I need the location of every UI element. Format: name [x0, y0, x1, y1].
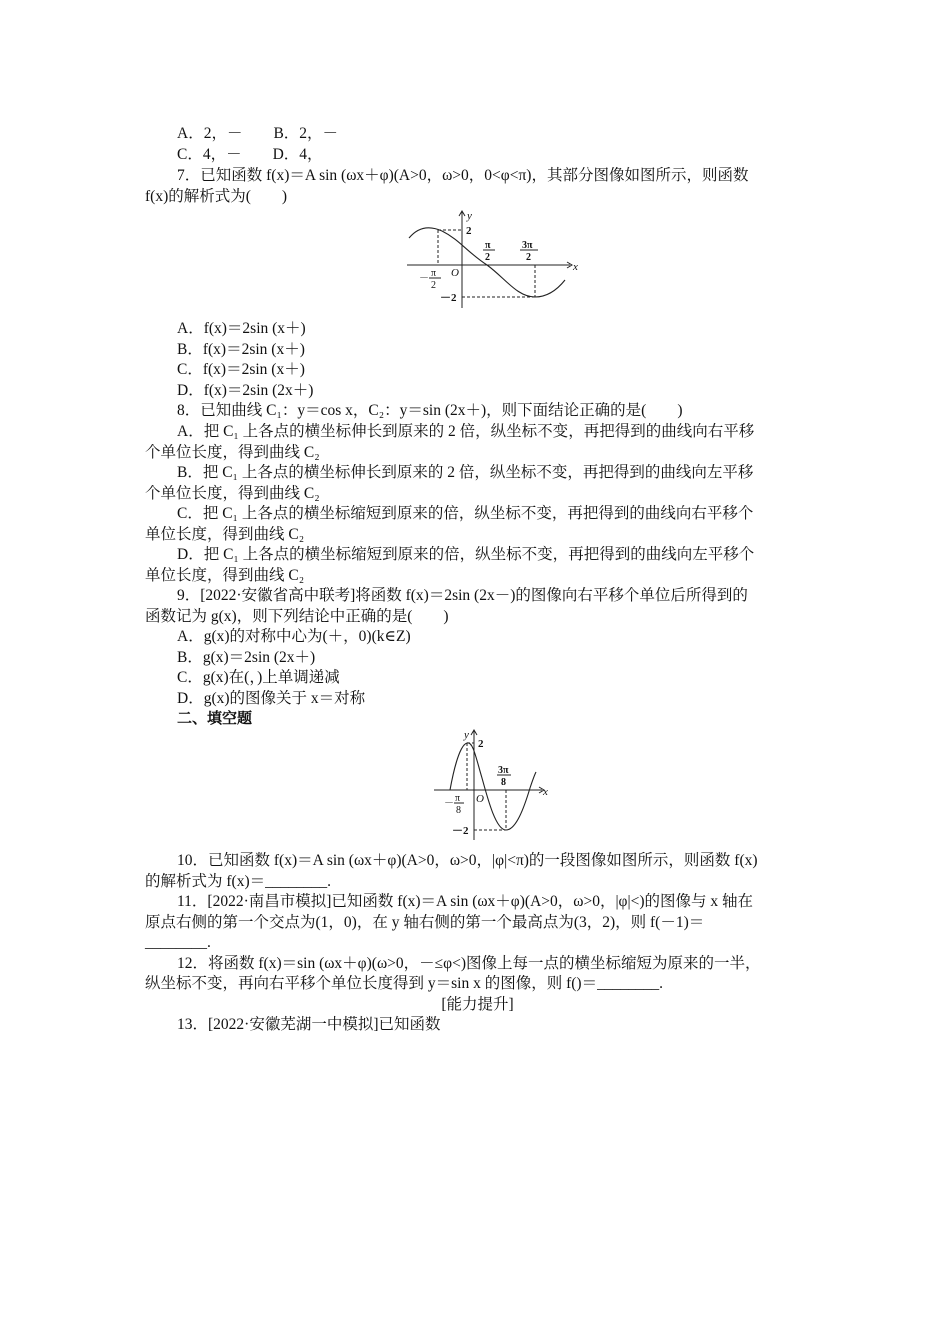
- neg-pi-eighth-den: 8: [456, 805, 461, 816]
- q9-option-a: A．g(x)的对称中心为(＋，0)(k∈Z): [177, 628, 411, 645]
- q8-option-b: B．把 C₁ 上各点的横坐标伸长到原来的 2 倍，纵坐标不变，再把得到的曲线向左平移: [177, 464, 754, 481]
- q8-option-b-cont: 个单位长度，得到曲线 C₂: [145, 485, 320, 502]
- neg-sign: －: [444, 798, 454, 809]
- three-pi-half-den: 2: [526, 252, 531, 263]
- q9-option-b: B．g(x)＝2sin (2x＋): [177, 649, 316, 666]
- pi-half-num: π: [485, 240, 491, 251]
- q11-stem: 11．[2022·南昌市模拟]已知函数 f(x)＝A sin (ωx＋φ)(A>0，ω>0，|φ|<)的图像与 x 轴在: [177, 893, 754, 910]
- sine-curve: [450, 743, 536, 830]
- q8-option-c: C．把 C₁ 上各点的横坐标缩短到原来的倍，纵坐标不变，再把得到的曲线向右平移个: [177, 505, 754, 522]
- origin-label: O: [476, 793, 484, 805]
- min-value-label: －2: [440, 292, 457, 304]
- q12-stem: 12．将函数 f(x)＝sin (ωx＋φ)(ω>0，－≤φ<)图像上每一点的横坐标缩短为原来的一半，: [177, 955, 761, 972]
- q8-option-a-cont: 个单位长度，得到曲线 C₂: [145, 444, 320, 461]
- three-pi-eighth-den: 8: [501, 777, 506, 788]
- y-label: y: [467, 210, 472, 222]
- q11-stem-cont: 原点右侧的第一个交点为(1，0)，在 y 轴右侧的第一个最高点为(3，2)，则 f(－1)＝: [145, 914, 705, 931]
- q13-stem: 13．[2022·安徽芜湖一中模拟]已知函数: [177, 1016, 441, 1033]
- q9-stem-cont: 函数记为 g(x)，则下列结论中正确的是( ): [145, 608, 449, 625]
- x-label: x: [573, 261, 578, 273]
- q12-stem-cont: 纵坐标不变，再向右平移个单位长度得到 y＝sin x 的图像，则 f()＝________.: [145, 975, 663, 992]
- q7-stem-cont: f(x)的解析式为( ): [145, 188, 288, 205]
- y-label: y: [464, 729, 469, 741]
- section-heading-advanced: [能力提升]: [441, 996, 514, 1013]
- q8-option-d: D．把 C₁ 上各点的横坐标缩短到原来的倍，纵坐标不变，再把得到的曲线向左平移个: [177, 546, 755, 563]
- q8-option-c-cont: 单位长度，得到曲线 C₂: [145, 526, 305, 543]
- q7-stem: 7．已知函数 f(x)＝A sin (ωx＋φ)(A>0，ω>0，0<φ<π)，其部分图像如图所示，则函数: [177, 167, 749, 184]
- q6-options-ab: A．2，－ B．2，－: [177, 125, 339, 142]
- q8-option-a: A．把 C₁ 上各点的横坐标伸长到原来的 2 倍，纵坐标不变，再把得到的曲线向右平移: [177, 423, 755, 440]
- q10-sine-graph: [430, 728, 550, 844]
- q7-sine-graph: [405, 208, 585, 312]
- q10-stem: 10．已知函数 f(x)＝A sin (ωx＋φ)(A>0，ω>0，|φ|<π)的一段图像如图所示，则函数 f(x): [177, 852, 758, 869]
- q9-stem: 9．[2022·安徽省高中联考]将函数 f(x)＝2sin (2x－)的图像向右平移个单位后所得到的: [177, 587, 748, 604]
- three-pi-half-num: 3π: [522, 240, 533, 251]
- q7-option-b: B．f(x)＝2sin (x＋): [177, 341, 305, 358]
- neg-sign: －: [419, 273, 429, 284]
- neg-pi-half-den: 2: [431, 280, 436, 291]
- neg-pi-half-num: π: [431, 268, 437, 279]
- min-value-label: －2: [452, 825, 469, 837]
- max-value-label: 2: [466, 225, 472, 237]
- q9-option-c: C．g(x)在(，)上单调递减: [177, 669, 340, 686]
- three-pi-eighth-num: 3π: [498, 765, 509, 776]
- x-label: x: [543, 786, 548, 798]
- max-value-label: 2: [478, 738, 484, 750]
- origin-label: O: [451, 267, 459, 279]
- q7-option-a: A．f(x)＝2sin (x＋): [177, 320, 306, 337]
- q10-stem-cont: 的解析式为 f(x)＝________.: [145, 873, 331, 890]
- q7-option-c: C．f(x)＝2sin (x＋): [177, 361, 305, 378]
- q9-option-d: D．g(x)的图像关于 x＝对称: [177, 690, 366, 707]
- section-heading-fill-in: 二、填空题: [177, 710, 253, 727]
- q7-option-d: D．f(x)＝2sin (2x＋): [177, 382, 314, 399]
- q8-option-d-cont: 单位长度，得到曲线 C₂: [145, 567, 305, 584]
- q6-options-cd: C．4，－ D．4，: [177, 146, 323, 163]
- q11-answer-blank: ________.: [145, 934, 211, 951]
- pi-half-den: 2: [485, 252, 490, 263]
- q8-stem: 8．已知曲线 C₁：y＝cos x，C₂：y＝sin (2x＋)，则下面结论正确的是( ): [177, 402, 683, 419]
- neg-pi-eighth-num: π: [455, 793, 461, 804]
